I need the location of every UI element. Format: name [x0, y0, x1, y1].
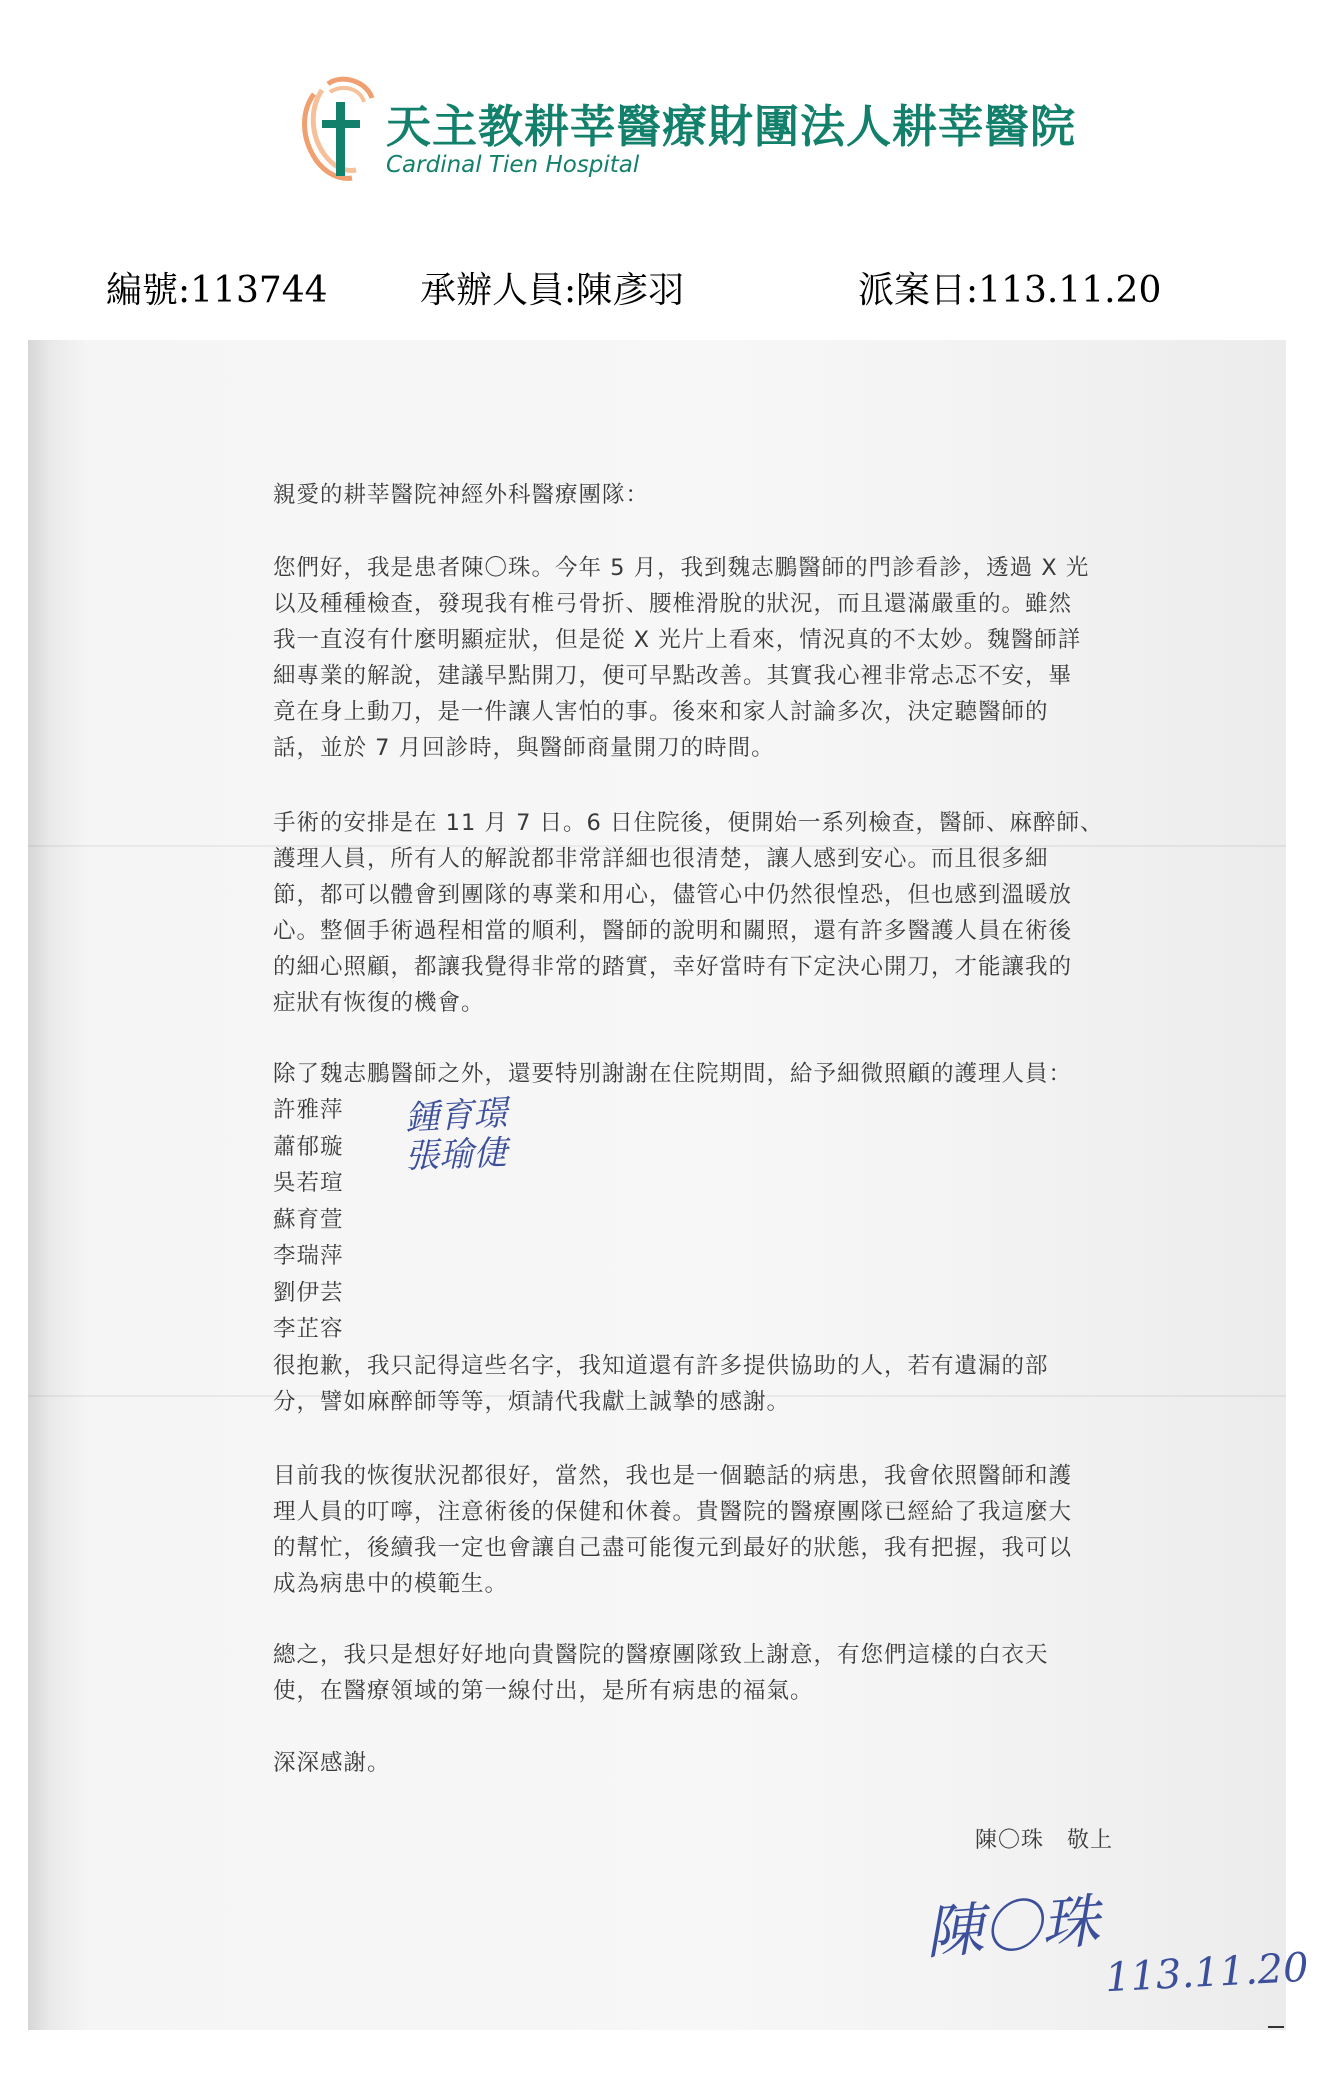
- letter-paragraph-3: [273, 1348, 1113, 1420]
- thanks-text: 深深感謝。: [273, 1750, 391, 1776]
- paragraph-line: 理人員的叮嚀，注意術後的保健和休養。貴醫院的醫療團隊已經給了我這麼大: [273, 1499, 1073, 1525]
- paragraph-line: 使，在醫療領域的第一線付出，是所有病患的福氣。: [273, 1678, 814, 1704]
- handler-name: 承辦人員:陳彥羽: [420, 270, 685, 311]
- letter-paragraph-4: [273, 1458, 1113, 1602]
- handwritten-nurse-name: 張瑜倢: [404, 1133, 508, 1177]
- hospital-english-name: Cardinal Tien Hospital: [386, 152, 640, 178]
- paragraph-line: 您們好，我是患者陳〇珠。今年 5 月，我到魏志鵬醫師的門診看診，透過 X 光: [273, 555, 1090, 581]
- handwritten-date: 113.11.20: [1103, 1944, 1310, 2002]
- paragraph-line: 症狀有恢復的機會。: [273, 990, 485, 1016]
- hospital-logo-icon: [300, 76, 380, 181]
- letter-paragraph-2: [273, 805, 1113, 1021]
- handwritten-signature: 陳〇珠: [923, 1887, 1102, 1967]
- paragraph-line: 心。整個手術過程相當的順利，醫師的說明和關照，還有許多醫護人員在術後: [273, 918, 1073, 944]
- letter-closing: 陳〇珠 敬上: [975, 1828, 1114, 1853]
- paragraph-line: 分，譬如麻醉師等等，煩請代我獻上誠摯的感謝。: [273, 1389, 791, 1415]
- thanks-intro: [273, 1056, 1113, 1092]
- hospital-logo: [300, 76, 1077, 186]
- nurse-name: 劉伊芸: [273, 1279, 344, 1306]
- handwritten-nurse-name: 鍾育璟: [404, 1093, 509, 1139]
- paragraph-line: 的細心照顧，都讓我覺得非常的踏實，幸好當時有下定決心開刀，才能讓我的: [273, 954, 1073, 980]
- thanks-intro-text: 除了魏志鵬醫師之外，還要特別謝謝在住院期間，給予細微照顧的護理人員：: [273, 1061, 1073, 1087]
- nurse-name: 李芷容: [273, 1316, 344, 1342]
- letter-thanks: [273, 1745, 1113, 1781]
- nurse-name: 吳若瑄: [273, 1170, 344, 1196]
- paragraph-line: 很抱歉，我只記得這些名字，我知道還有許多提供協助的人，若有遺漏的部: [273, 1353, 1049, 1379]
- paragraph-line: 手術的安排是在 11 月 7 日。6 日住院後，便開始一系列檢查，醫師、麻醉師、: [273, 810, 1104, 836]
- nurse-name: 李瑞萍: [273, 1243, 344, 1269]
- paragraph-line: 以及種種檢查，發現我有椎弓骨折、腰椎滑脫的狀況，而且還滿嚴重的。雖然: [273, 591, 1073, 617]
- letter-salutation: [273, 477, 1113, 513]
- nurse-name: 許雅萍: [273, 1097, 344, 1123]
- letter-paragraph-1: [273, 550, 1113, 766]
- paragraph-line: 細專業的解說，建議早點開刀，便可早點改善。其實我心裡非常忐忑不安，畢: [273, 663, 1073, 689]
- salutation-text: 親愛的耕莘醫院神經外科醫療團隊：: [273, 482, 650, 508]
- paragraph-line: 我一直沒有什麼明顯症狀，但是從 X 光片上看來，情況真的不太妙。魏醫師詳: [273, 627, 1082, 653]
- dispatch-date: 派案日:113.11.20: [858, 270, 1162, 311]
- paragraph-line: 的幫忙，後續我一定也會讓自己盡可能復元到最好的狀態，我有把握，我可以: [273, 1535, 1073, 1561]
- letter-paragraph-5: [273, 1637, 1113, 1709]
- paragraph-line: 竟在身上動刀，是一件讓人害怕的事。後來和家人討論多次，決定聽醫師的: [273, 699, 1049, 725]
- paragraph-line: 總之，我只是想好好地向貴醫院的醫療團隊致上謝意，有您們這樣的白衣天: [273, 1642, 1049, 1668]
- nurse-list: [273, 1092, 344, 1348]
- page-mark: [1268, 2026, 1284, 2028]
- case-number: 編號:113744: [106, 270, 328, 311]
- nurse-name: 蘇育萱: [273, 1206, 344, 1233]
- nurse-name: 蕭郁璇: [273, 1133, 344, 1160]
- hospital-name: 天主教耕莘醫療財團法人耕莘醫院: [386, 100, 1077, 153]
- paragraph-line: 節，都可以體會到團隊的專業和用心，儘管心中仍然很惶恐，但也感到溫暖放: [273, 882, 1073, 908]
- paragraph-line: 目前我的恢復狀況都很好，當然，我也是一個聽話的病患，我會依照醫師和護: [273, 1463, 1073, 1489]
- paragraph-line: 成為病患中的模範生。: [273, 1571, 509, 1597]
- paragraph-line: 護理人員，所有人的解說都非常詳細也很清楚，讓人感到安心。而且很多細: [273, 846, 1049, 872]
- paragraph-line: 話，並於 7 月回診時，與醫師商量開刀的時間。: [273, 735, 775, 761]
